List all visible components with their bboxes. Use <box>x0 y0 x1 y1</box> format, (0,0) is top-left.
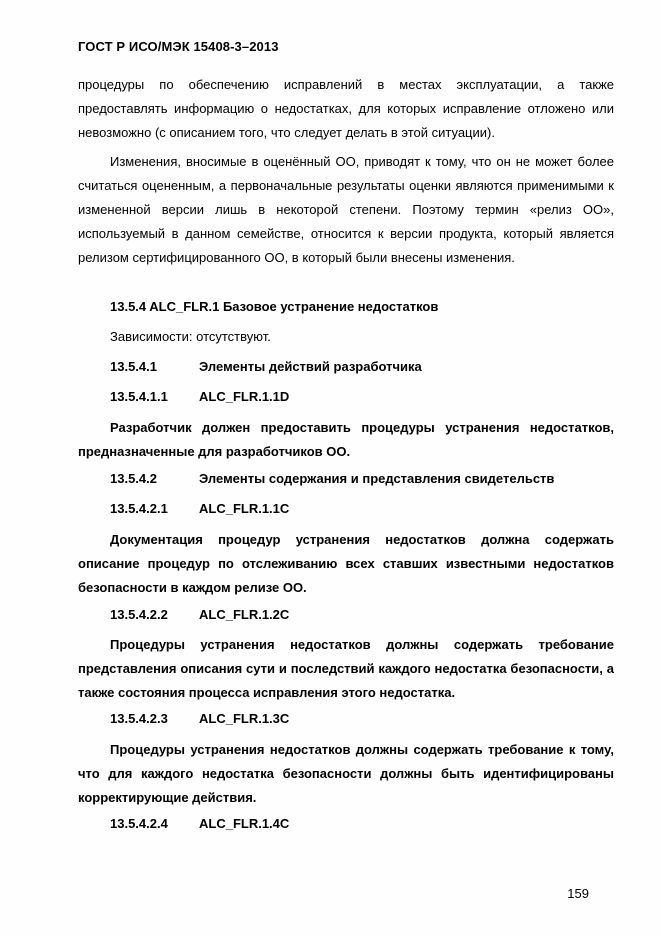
element-heading-alc-flr-1-2c <box>110 603 289 627</box>
element-id: ALC_FLR.1.1C <box>199 501 290 516</box>
requirement-alc-flr-1-2c: Процедуры устранения недостатков должны содержать требование представления описания сути и последствий каждого недостатка безопасности, а также состояния процесса исправления этого недостатка. <box>78 637 614 700</box>
requirement-alc-flr-1-1d: Разработчик должен предоставить процедуры устранения недостатков, предназначенные для разработчиков ОО. <box>78 420 614 459</box>
section-heading-13-5-4-2 <box>110 467 554 491</box>
element-number: 13.5.4.2.4 <box>110 816 168 831</box>
dependencies-text: Зависимости: отсутствуют. <box>110 329 271 344</box>
element-heading-alc-flr-1-1d <box>110 385 289 409</box>
element-id: ALC_FLR.1.2C <box>199 607 290 622</box>
section-title: Элементы содержания и представления свидетельств <box>199 471 555 486</box>
element-id: ALC_FLR.1.3C <box>199 711 290 726</box>
element-number: 13.5.4.2.1 <box>110 501 168 516</box>
requirement-alc-flr-1-1c: Документация процедур устранения недостатков должна содержать описание процедур по отслеживанию всех ставших известными недостатков безопасности в каждом релизе ОО. <box>78 532 614 595</box>
element-number: 13.5.4.2.2 <box>110 607 168 622</box>
paragraph-changes: Изменения, вносимые в оценённый ОО, приводят к тому, что он не может более считаться оцененным, а первоначальные результаты оценки являются применимыми к измененной версии лишь в некоторой степени. Поэтому термин «релиз ОО», используемый в данном семействе, относится к версии продукта, который является релизом сертифицированного ОО, в который были внесены изменения. <box>78 154 614 265</box>
element-id: ALC_FLR.1.1D <box>199 389 290 404</box>
element-id: ALC_FLR.1.4C <box>199 816 290 831</box>
section-heading-13-5-4: 13.5.4 ALC_FLR.1 Базовое устранение недостатков <box>110 299 439 314</box>
page-number: 159 <box>567 886 589 901</box>
element-heading-alc-flr-1-1c <box>110 497 289 521</box>
section-number: 13.5.4.1 <box>110 359 157 374</box>
section-number: 13.5.4.2 <box>110 471 157 486</box>
element-number: 13.5.4.1.1 <box>110 389 168 404</box>
element-number: 13.5.4.2.3 <box>110 711 168 726</box>
element-heading-alc-flr-1-3c <box>110 707 289 731</box>
paragraph-continuation: процедуры по обеспечению исправлений в местах эксплуатации, а также предоставлять информацию о недостатках, для которых исправление отложено или невозможно (с описанием того, что следует делать в этой ситуации). <box>78 77 614 140</box>
requirement-alc-flr-1-3c: Процедуры устранения недостатков должны содержать требование к тому, что для каждого недостатка безопасности должны быть идентифицированы корректирующие действия. <box>78 742 614 805</box>
section-heading-13-5-4-1 <box>110 355 422 379</box>
document-header: ГОСТ Р ИСО/МЭК 15408-3–2013 <box>78 39 279 54</box>
element-heading-alc-flr-1-4c <box>110 812 289 836</box>
section-title: Элементы действий разработчика <box>199 359 422 374</box>
